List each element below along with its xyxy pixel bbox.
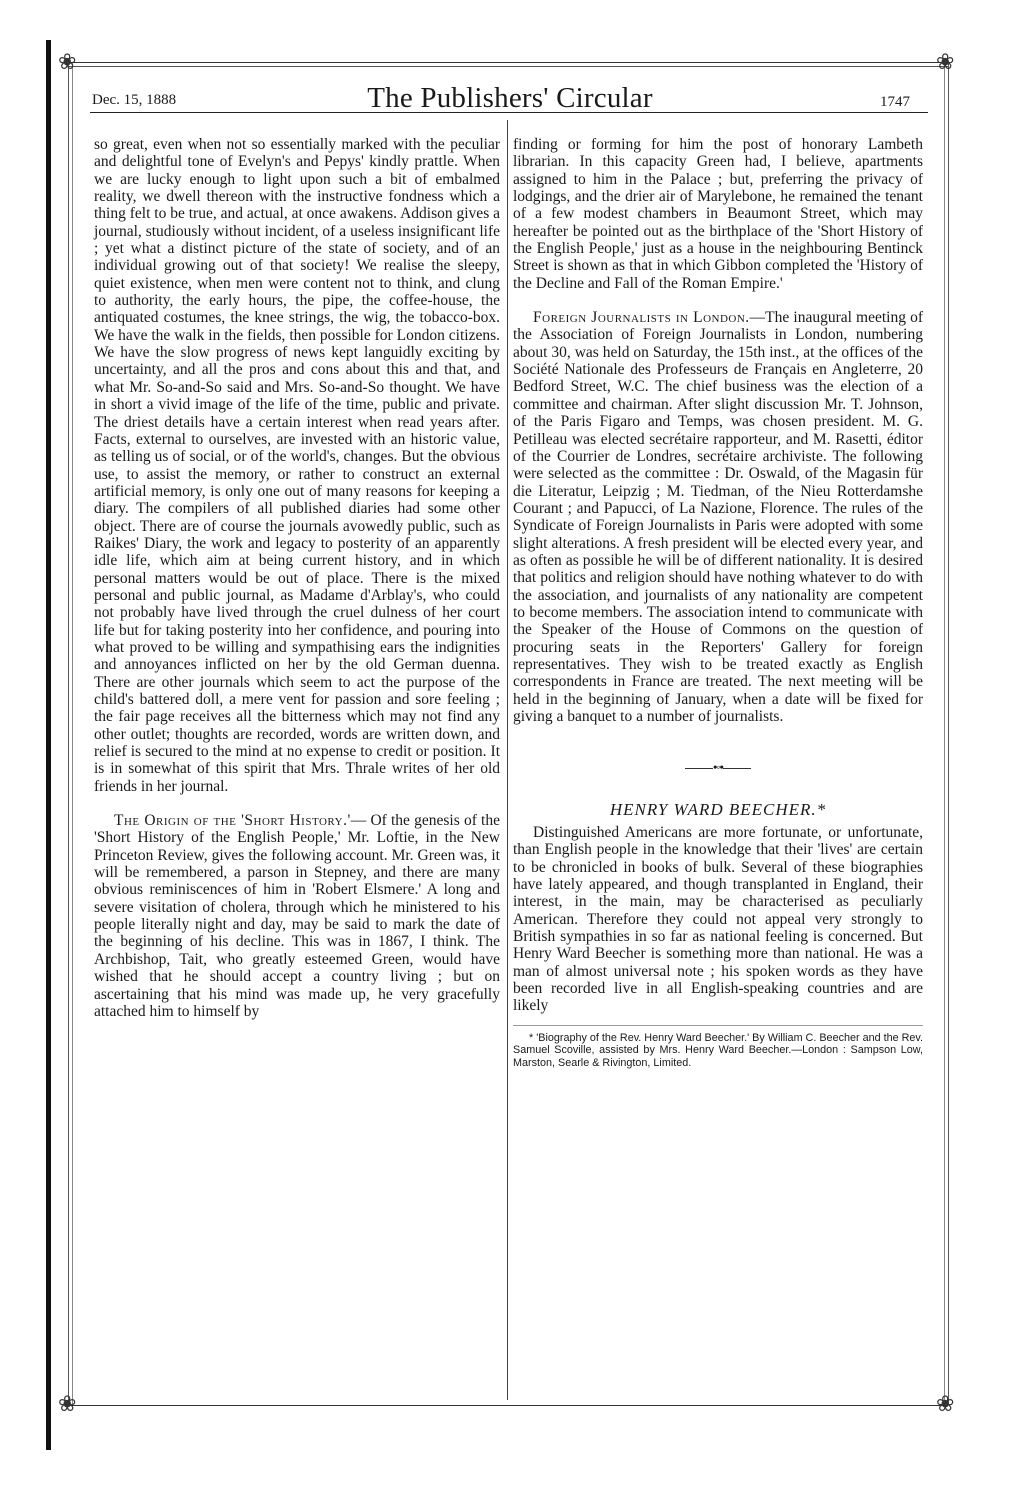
corner-ornament-icon: ❀ — [936, 1392, 955, 1417]
publication-title: The Publishers' Circular — [367, 82, 653, 114]
beecher-footnote: * 'Biography of the Rev. Henry Ward Beecher.' By William C. Beecher and the Rev. Samuel Scoville, assisted by Mrs. Henry Ward Beecher.—London : Sampson Low, Marston, Searle & Rivington, Limited. — [513, 1025, 923, 1070]
corner-ornament-icon: ❀ — [58, 50, 77, 75]
divider-ornament-icon: •◦• — [713, 760, 723, 775]
frame-right-rule — [948, 62, 949, 1405]
binding-spine — [46, 40, 51, 1450]
column-divider — [507, 120, 508, 1400]
frame-left-rule — [68, 62, 69, 1405]
issue-date: Dec. 15, 1888 — [92, 92, 177, 108]
left-column — [94, 136, 500, 1020]
paragraph-beecher: Distinguished Americans are more fortunate, or unfortunate, than English people in the knowledge that their 'lives' are certain to be chronicled in books of bulk. Several of these biographies have lately appeared, and though transplanted in England, their interest, in the main, may be characterised as peculiarly American. Therefore they could not appeal very strongly to British sympathies in so far as national feeling is concerned. But Henry Ward Beecher is something more than national. He was a man of almost universal note ; his spoken words as they have been recorded live in all English-speaking countries and are likely — [513, 824, 923, 1015]
foreign-journalists-heading: Foreign Journalists in London. — [533, 309, 750, 327]
short-history-heading: The Origin of the 'Short History.' — [114, 812, 351, 830]
paragraph-diaries: so great, even when not so essentially marked with the peculiar and delightful tone of Evelyn's and Pepys' kindly prattle. When we are lucky enough to light upon such a bit of embalmed reality, we dwell thereon with the instructive fondness which a thing felt to be true, and actual, at once awakens. Addison gives a journal, studiously without incident, of a useless insignificant life ; yet what a distinct picture of the state of society, and of an individual growing out of that society! We realise the sleepy, quiet existence, when men were content not to think, and clung to authority, the early hours, the pipe, the coffee-house, the antiquated costumes, the knee strings, the wig, the tobacco-box. We have the walk in the fields, then possible for London citizens. We have the slow progress of news kept languidly exciting by uncertainty, and all the pros and cons about this and that, and what Mr. So-and-So said and Mrs. So-and-So thought. We have in short a vivid image of the life of the time, public and private. The driest details have a certain interest when read years after. Facts, external to ourselves, are invested with an historic value, as telling us of social, or of the world's, changes. But the obvious use, to assist the memory, or rather to construct an external artificial memory, is only one out of many reasons for keeping a diary. The compilers of all published diaries had some other object. There are of course the journals avowedly public, such as Raikes' Diary, the work and legacy to posterity of an apparently idle life, which aim at being current history, and in which personal matters would be out of place. There is the mixed personal and public journal, as Madame d'Arblay's, who could not probably have lived through the cruel dulness of her court life but for taking posterity into her confidence, and pouring into what proved to be willing and sympathising ears the indignities and annoyances inflicted on her by the old German duenna. There are other journals which seem to act the purpose of the child's battered doll, a mere vent for passion and sore feeling ; the fair page receives all the bitterness which may not find any other outlet; thoughts are recorded, words are written down, and relief is secured to the mind at no expense to credit or position. It is in somewhat of this spirit that Mrs. Thrale writes of her old friends in her journal. — [94, 136, 500, 795]
frame-left-rule-inner — [72, 62, 73, 1405]
corner-ornament-icon: ❀ — [58, 1392, 77, 1417]
frame-right-rule-inner — [944, 62, 945, 1405]
paragraph-lambeth: finding or forming for him the post of honorary Lambeth librarian. In this capacity Green had, I believe, apartments assigned to him in the Palace ; but, preferring the privacy of lodgings, and the drier air of Marylebone, he remained the tenant of a few modest chambers in Beaumont Street, which may hereafter be pointed out as the birthplace of the 'Short History of the English People,' just as a house in the neighbouring Bentinck Street is shown as that in which Gibbon completed the 'History of the Decline and Fall of the Roman Empire.' — [513, 136, 923, 292]
frame-top-rule — [68, 62, 948, 63]
corner-ornament-icon: ❀ — [936, 50, 955, 75]
foreign-journalists-text: —The inaugural meeting of the Association of Foreign Journalists in London, numbering about 30, was held on Saturday, the 15th inst., at the offices of the Société Nationale des Professeurs de Français en Angleterre, 20 Bedford Street, W.C. The chief business was the election of a committee and chairman. After slight discussion Mr. T. Johnson, of the Paris Figaro and Temps, was chosen president. M. G. Petilleau was elected secrétaire rapporteur, and M. Rasetti, éditor of the Courrier de Londres, secrétaire archiviste. The following were selected as the committee : Dr. Oswald, of the Magasin für die Literatur, Leipzig ; M. Tiedman, of the Nieu Rotterdamshe Courant ; and Papucci, of La Nazione, Florence. The rules of the Syndicate of Foreign Journalists in Paris were adopted with some slight alterations. A fresh president will be elected every year, and as often as possible he will be of different nationality. It is desired that politics and religion should have nothing whatever to do with the association, and journalists of any nationality are competent to become members. The association intend to communicate with the Speaker of the House of Commons on the question of procuring seats in the Reporters' Gallery for foreign representatives. They wish to be treated exactly as English correspondents in France are treated. The next meeting will be held in the beginning of January, when a date will be fixed for giving a banquet to a number of journalists. — [513, 309, 923, 725]
right-column — [513, 136, 923, 1069]
section-divider — [513, 759, 923, 776]
frame-bottom-rule — [68, 1405, 948, 1406]
short-history-text: — Of the genesis of the 'Short History of the English People,' Mr. Loftie, in the New Princeton Review, gives the following account. Mr. Green was, it will be remembered, a parson in Stepney, and there are many obvious reminiscences of him in 'Robert Elsmere.' A long and severe visitation of cholera, through which he ministered to his people literally night and day, may be said to mark the date of the beginning of his decline. This was in 1867, I think. The Archbishop, Tait, who greatly esteemed Green, would have wished that he should accept a country living ; but on ascertaining that his mind was made up, he very gracefully attached him to himself by — [94, 812, 500, 1020]
frame-top-rule-inner — [68, 66, 948, 67]
header-rule — [90, 112, 928, 113]
paragraph-foreign-journalists — [513, 309, 923, 725]
paragraph-short-history — [94, 812, 500, 1020]
beecher-section-title: HENRY WARD BEECHER.* — [609, 799, 827, 819]
page-number: 1747 — [880, 94, 910, 110]
